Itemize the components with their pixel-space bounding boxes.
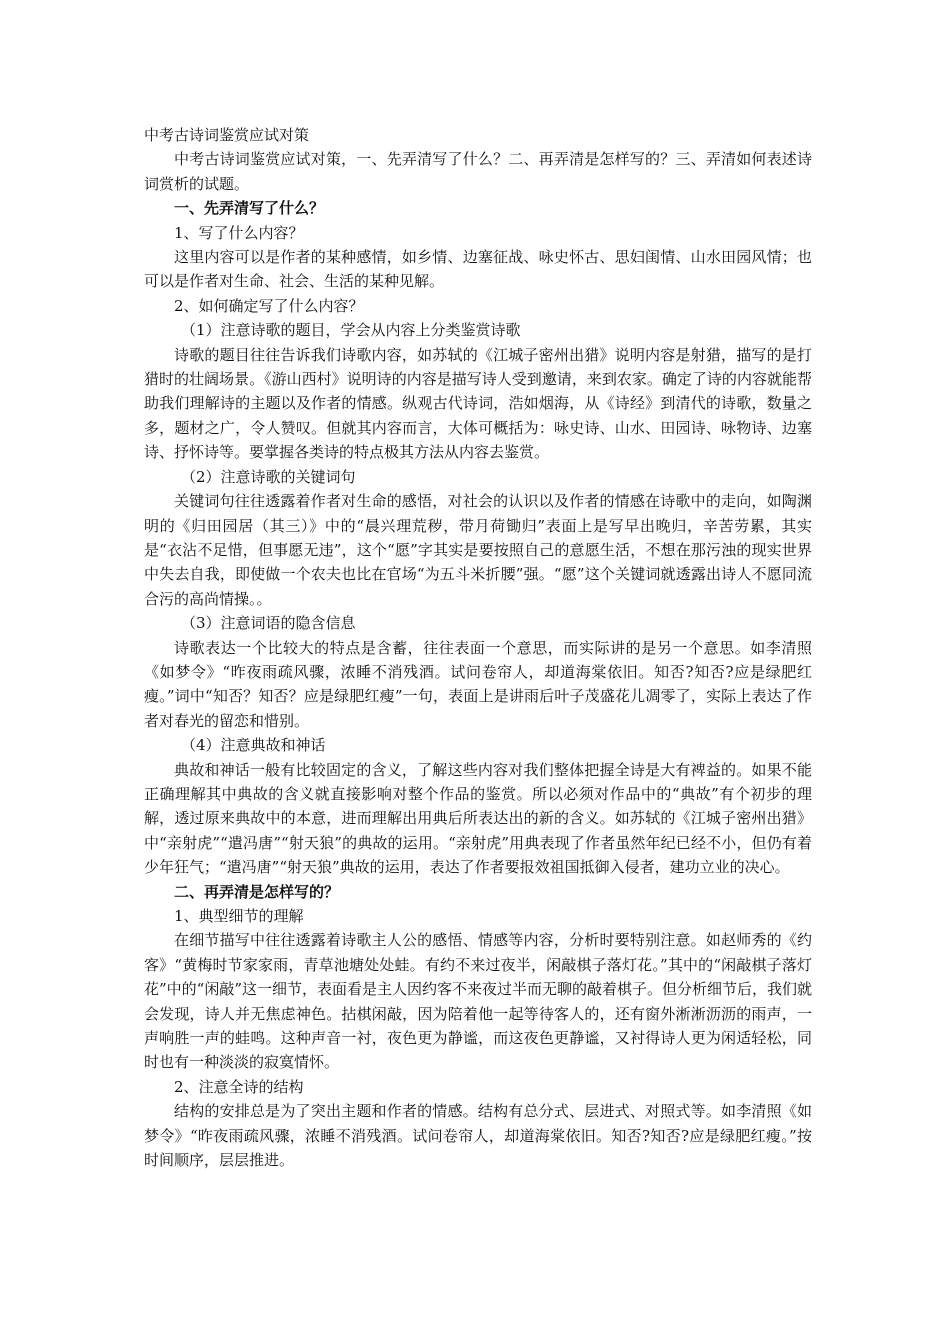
subheading-structure: 2、注意全诗的结构: [174, 1077, 304, 1096]
document-page: [144, 123, 812, 1172]
point-heading-allusions: （4）注意典故和神话: [181, 736, 326, 755]
subheading-what-content: 1、写了什么内容？: [174, 223, 304, 242]
intro-paragraph: 中考古诗词鉴赏应试对策，一、先弄清写了什么？二、再弄清是怎样写的？三、弄清如何表述诗词赏析的试题。: [144, 150, 812, 193]
paragraph: 关键词句往往透露着作者对生命的感悟，对社会的认识以及作者的情感在诗歌中的走向，如陶渊明的《归田园居（其三）》中的“晨兴理荒秽，带月荷锄归”表面上是写早出晚归，辛苦劳累，其实是“衣沾不足惜，但事愿无违”，这个“愿”字其实是要按照自己的意愿生活，不想在那污浊的现实世界中失去自我，即使做一个农夫也比在官场“为五斗米折腰”强。“愿”这个关键词就透露出诗人不愿同流合污的高尚情操。。: [144, 492, 812, 608]
point-heading-keywords: （2）注意诗歌的关键词句: [181, 467, 356, 486]
section-heading-1: 一、先弄清写了什么？: [174, 199, 325, 218]
paragraph: 在细节描写中往往透露着诗歌主人公的感悟、情感等内容，分析时要特别注意。如赵师秀的《约客》“黄梅时节家家雨，青草池塘处处蛙。有约不来过夜半，闲敲棋子落灯花。”其中的“闲敲棋子落灯花”中的“闲敲”这一细节，表面看是主人因约客不来夜过半而无聊的敲着棋子。但分析细节后，我们就会发现，诗人并无焦虑神色。拈棋闲敲，因为陪着他一起等待客人的，还有窗外淅淅沥沥的雨声，一声响胜一声的蛙鸣。这种声音一衬，夜色更为静谧，而这夜色更静谧，又衬得诗人更为闲适轻松，同时也有一种淡淡的寂寞情怀。: [144, 931, 813, 1072]
paragraph: 典故和神话一般有比较固定的含义，了解这些内容对我们整体把握全诗是大有裨益的。如果不能正确理解其中典故的含义就直接影响对整个作品的鉴赏。所以必须对作品中的“典故”有个初步的理解，透过原来典故中的本意，进而理解出用典后所表达出的新的含义。如苏轼的《江城子密州出猎》中“亲射虎”“遣冯唐”“射天狼”的典故的运用。“亲射虎”用典表现了作者虽然年纪已经不小，但仍有着少年狂气；“遣冯唐”“射天狼”典故的运用，表达了作者要报效祖国抵御入侵者，建功立业的决心。: [144, 760, 812, 877]
subheading-typical-details: 1、典型细节的理解: [174, 907, 304, 925]
paragraph: 诗歌表达一个比较大的特点是含蓄，往往表面一个意思，而实际讲的是另一个意思。如李清照《如梦令》“昨夜雨疏风骤，浓睡不消残酒。试问卷帘人，却道海棠依旧。知否?知否?应是绿肥红瘦。”词中“知否？知否？应是绿肥红瘦”一句，表面上是讲雨后叶子茂盛花儿凋零了，实际上表达了作者对春光的留恋和惜别。: [144, 638, 812, 730]
document-title: 中考古诗词鉴赏应试对策: [144, 126, 310, 144]
paragraph: 这里内容可以是作者的某种感情，如乡情、边塞征战、咏史怀古、思妇闺情、山水田园风情；也可以是作者对生命、社会、生活的某种见解。: [144, 248, 812, 291]
section-heading-2: 二、再弄清是怎样写的？: [174, 882, 340, 901]
point-heading-title: （1）注意诗歌的题目，学会从内容上分类鉴赏诗歌: [181, 321, 521, 340]
subheading-how-determine: 2、如何确定写了什么内容？: [174, 296, 364, 315]
paragraph: 结构的安排总是为了突出主题和作者的情感。结构有总分式、层进式、对照式等。如李清照《如梦令》“昨夜雨疏风骤，浓睡不消残酒。试问卷帘人，却道海棠依旧。知否?知否?应是绿肥红瘦。”按时间顺序，层层推进。: [144, 1102, 812, 1170]
point-heading-hidden-info: （3）注意词语的隐含信息: [181, 614, 356, 633]
paragraph: 诗歌的题目往往告诉我们诗歌内容，如苏轼的《江城子密州出猎》说明内容是射猎，描写的是打猎时的壮阔场景。《游山西村》说明诗的内容是描写诗人受到邀请，来到农家。确定了诗的内容就能帮助我们理解诗的主题以及作者的情感。纵观古代诗词，浩如烟海，从《诗经》到清代的诗歌，数量之多，题材之广，令人赞叹。但就其内容而言，大体可概括为：咏史诗、山水、田园诗、咏物诗、边塞诗、抒怀诗等。要掌握各类诗的特点极其方法从内容去鉴赏。: [144, 345, 812, 462]
